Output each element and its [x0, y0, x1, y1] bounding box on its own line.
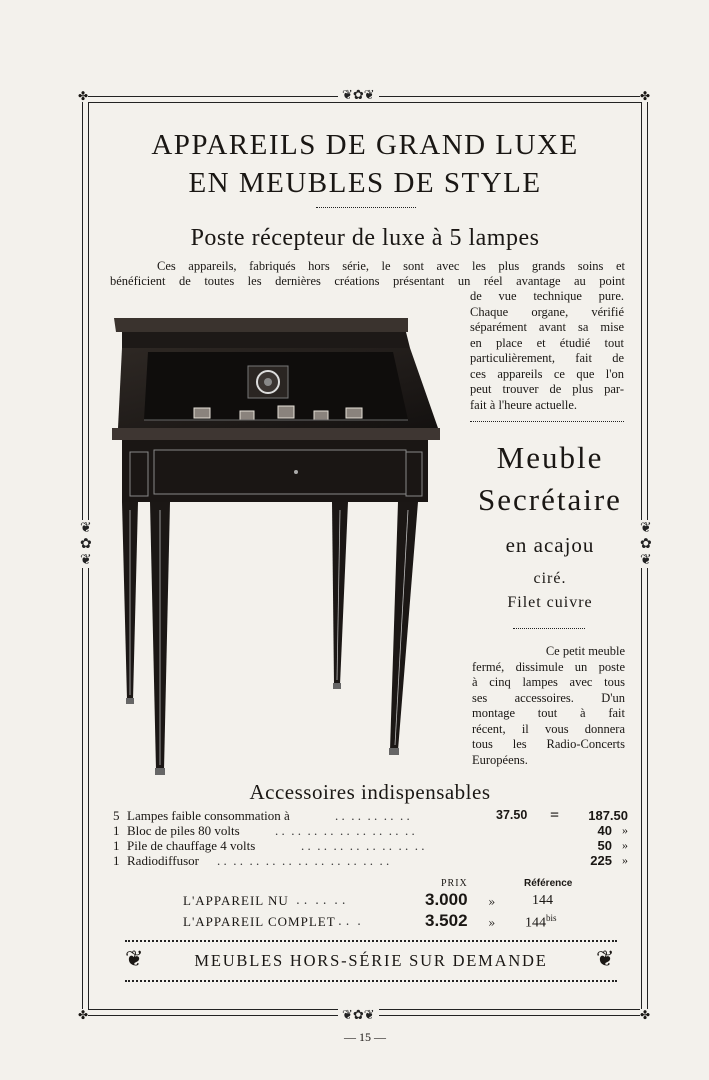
accessory-quote: »: [622, 838, 628, 852]
accessories-title: Accessoires indispensables: [249, 780, 491, 804]
accessory-total: 187.50: [588, 808, 628, 823]
corner-ornament-icon: ✤: [640, 89, 651, 103]
appareil-complet-label: L'APPAREIL COMPLET: [183, 914, 336, 929]
intro-col-line: de vue technique pure.: [470, 289, 624, 303]
page-number: — 15 —: [344, 1030, 386, 1044]
leader-dots: . . .: [338, 914, 361, 928]
corner-ornament-icon: ✤: [640, 1008, 651, 1022]
accessory-total: 225: [590, 853, 612, 868]
subtitle: Poste récepteur de luxe à 5 lampes: [190, 225, 540, 251]
description-line: récent, il vous donnera: [472, 721, 625, 736]
accessory-row: [113, 823, 628, 838]
description-line: montage tout à fait: [472, 706, 625, 720]
appareil-nu-label: L'APPAREIL NU: [183, 893, 289, 908]
page-title-line1: APPAREILS DE GRAND LUXE: [151, 129, 579, 161]
description-block: [472, 644, 625, 768]
leader-dots: . . . . . .: [296, 893, 346, 907]
banner-ornament-icon: ❦: [125, 947, 144, 972]
description-line: fermé, dissimule un poste: [472, 659, 625, 674]
accessory-row: [113, 808, 628, 823]
accessory-total: 50: [597, 838, 612, 853]
side-ornament-icon: ❦ ✿ ❦: [80, 520, 92, 568]
accessory-total: 40: [597, 823, 612, 838]
appareil-complet-reference: [525, 913, 557, 932]
description-line: tous les Radio-Concerts: [472, 737, 625, 751]
leader-dots: . . . . . . . . . .: [335, 808, 410, 823]
divider: [316, 207, 416, 208]
leader-dots: . . . . . . . . . . . . . . . .: [301, 838, 425, 853]
price-quote: »: [488, 916, 496, 930]
price-quote: »: [488, 895, 496, 909]
divider: [513, 628, 585, 629]
accessory-label: Bloc de piles 80 volts: [127, 823, 240, 838]
secretary-desk-image: [108, 310, 448, 780]
intro-col-line: séparément avant sa mise: [470, 320, 624, 334]
side-ornament-icon: ❦ ✿ ❦: [640, 520, 652, 568]
equals-sign: =: [550, 807, 560, 824]
intro-col-line: fait à l'heure actuelle.: [470, 397, 578, 412]
corner-ornament-icon: ✤: [78, 89, 89, 103]
accessory-qty: 1: [113, 823, 120, 838]
page-title-line2: EN MEUBLES DE STYLE: [188, 167, 542, 199]
accessory-row: [113, 853, 628, 868]
reference-header: Référence: [524, 878, 573, 889]
accessory-quote: »: [622, 823, 628, 837]
intro-line1: Ces appareils, fabriqués hors série, le sont avec les plus grands soins et: [157, 259, 625, 273]
accessory-quote: »: [622, 853, 628, 867]
accessory-label: Radiodiffusor: [127, 853, 199, 868]
reference-suffix: bis: [546, 913, 557, 923]
accessory-label: Pile de chauffage 4 volts: [127, 838, 256, 853]
accessory-label: Lampes faible consommation à: [127, 808, 290, 823]
corner-ornament-icon: ✤: [78, 1008, 89, 1022]
reference-number: 144: [525, 915, 546, 931]
leader-dots: . . . . . . . . . . . . . . . . . . . . . .: [217, 853, 390, 868]
footer-banner-text: MEUBLES HORS-SÉRIE SUR DEMANDE: [194, 951, 548, 970]
intro-col-line: peut trouver de plus par-: [470, 382, 624, 396]
leader-dots: . . . . . . . . . . . . . . . . . .: [275, 823, 415, 838]
appareil-nu-reference: 144: [532, 893, 553, 908]
divider: [470, 421, 624, 422]
banner-ornament-icon: ❦: [596, 947, 615, 972]
intro-col-line: Chaque organe, vérifié: [470, 304, 624, 319]
accessory-qty: 5: [113, 808, 120, 823]
intro-col-line: en place et étudié tout: [470, 335, 624, 350]
bottom-ornament-icon: ❦✿❦: [338, 1009, 379, 1022]
description-line: à cinq lampes avec tous: [472, 675, 625, 689]
intro-line2: bénéficient de toutes les dernières créations présentant un réel avantage au point: [110, 274, 625, 288]
accessory-qty: 1: [113, 838, 120, 853]
meuble-heading-line3: en acajou: [505, 533, 595, 557]
meuble-heading-line5: Filet cuivre: [507, 594, 593, 611]
description-line: Européens.: [472, 752, 528, 767]
description-line: ses accessoires. D'un: [472, 690, 625, 705]
appareil-nu-price: 3.000: [425, 890, 468, 909]
meuble-heading-line2: Secrétaire: [478, 482, 622, 517]
prix-header: PRIX: [441, 878, 468, 889]
description-line: Ce petit meuble: [545, 644, 625, 658]
intro-col-line: particulièrement, fait de: [470, 351, 624, 365]
top-ornament-icon: ❦✿❦: [338, 89, 379, 102]
intro-column: [470, 289, 624, 413]
meuble-heading-line4: ciré.: [533, 570, 567, 587]
accessory-row: [113, 838, 628, 853]
intro-col-line: ces appareils ce que l'on: [470, 366, 624, 381]
appareil-complet-price: 3.502: [425, 911, 468, 930]
accessory-qty: 1: [113, 853, 120, 868]
accessory-unit-price: 37.50: [496, 808, 528, 822]
meuble-heading-line1: Meuble: [496, 440, 604, 475]
